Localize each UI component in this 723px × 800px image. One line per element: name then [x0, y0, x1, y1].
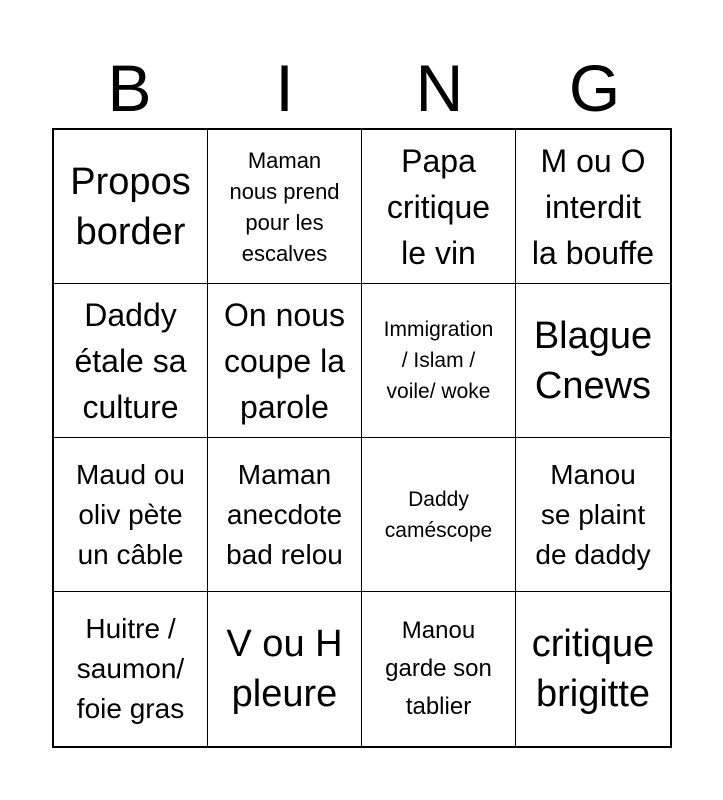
bingo-cell[interactable] — [362, 284, 516, 438]
cell-text: Manou se plaint de daddy — [535, 458, 651, 570]
cell-text: Maman nous prend pour les escalves — [229, 147, 340, 266]
bingo-header — [52, 52, 672, 124]
bingo-cell[interactable] — [362, 438, 516, 592]
bingo-cell[interactable] — [54, 592, 208, 746]
bingo-cell[interactable] — [54, 438, 208, 592]
cell-text: Immigration / Islam / voile/ woke — [383, 318, 494, 403]
cell-text: Blague Cnews — [533, 314, 653, 407]
bingo-cell[interactable] — [362, 130, 516, 284]
cell-text: Daddy étale sa culture — [74, 296, 187, 425]
cell-text: critique brigitte — [531, 623, 655, 715]
cell-text: V ou H pleure — [226, 623, 343, 715]
cell-text: M ou O interdit la bouffe — [531, 142, 655, 271]
header-letter-n: N — [415, 51, 464, 125]
header-letter-b: B — [107, 51, 152, 125]
cell-text: On nous coupe la parole — [224, 296, 345, 425]
bingo-cell[interactable] — [208, 130, 362, 284]
bingo-cell[interactable] — [208, 592, 362, 746]
bingo-cell[interactable] — [208, 438, 362, 592]
cell-text: Manou garde son tablier — [385, 617, 492, 720]
cell-text: Papa critique le vin — [386, 142, 491, 271]
bingo-cell[interactable] — [54, 130, 208, 284]
bingo-cell[interactable] — [516, 438, 670, 592]
cell-text: Maman anecdote bad relou — [226, 458, 343, 570]
bingo-cell[interactable] — [362, 592, 516, 746]
bingo-grid — [52, 128, 672, 748]
header-letter-i: I — [275, 51, 294, 125]
bingo-cell[interactable] — [208, 284, 362, 438]
bingo-cell[interactable] — [516, 592, 670, 746]
bingo-cell[interactable] — [54, 284, 208, 438]
header-letter-g: G — [568, 51, 621, 125]
cell-text: Propos border — [70, 160, 191, 253]
bingo-cell[interactable] — [516, 130, 670, 284]
cell-text: Maud ou oliv pète un câble — [76, 458, 185, 570]
bingo-cell[interactable] — [516, 284, 670, 438]
cell-text: Huitre / saumon/ foie gras — [76, 613, 185, 724]
cell-text: Daddy caméscope — [384, 487, 493, 542]
